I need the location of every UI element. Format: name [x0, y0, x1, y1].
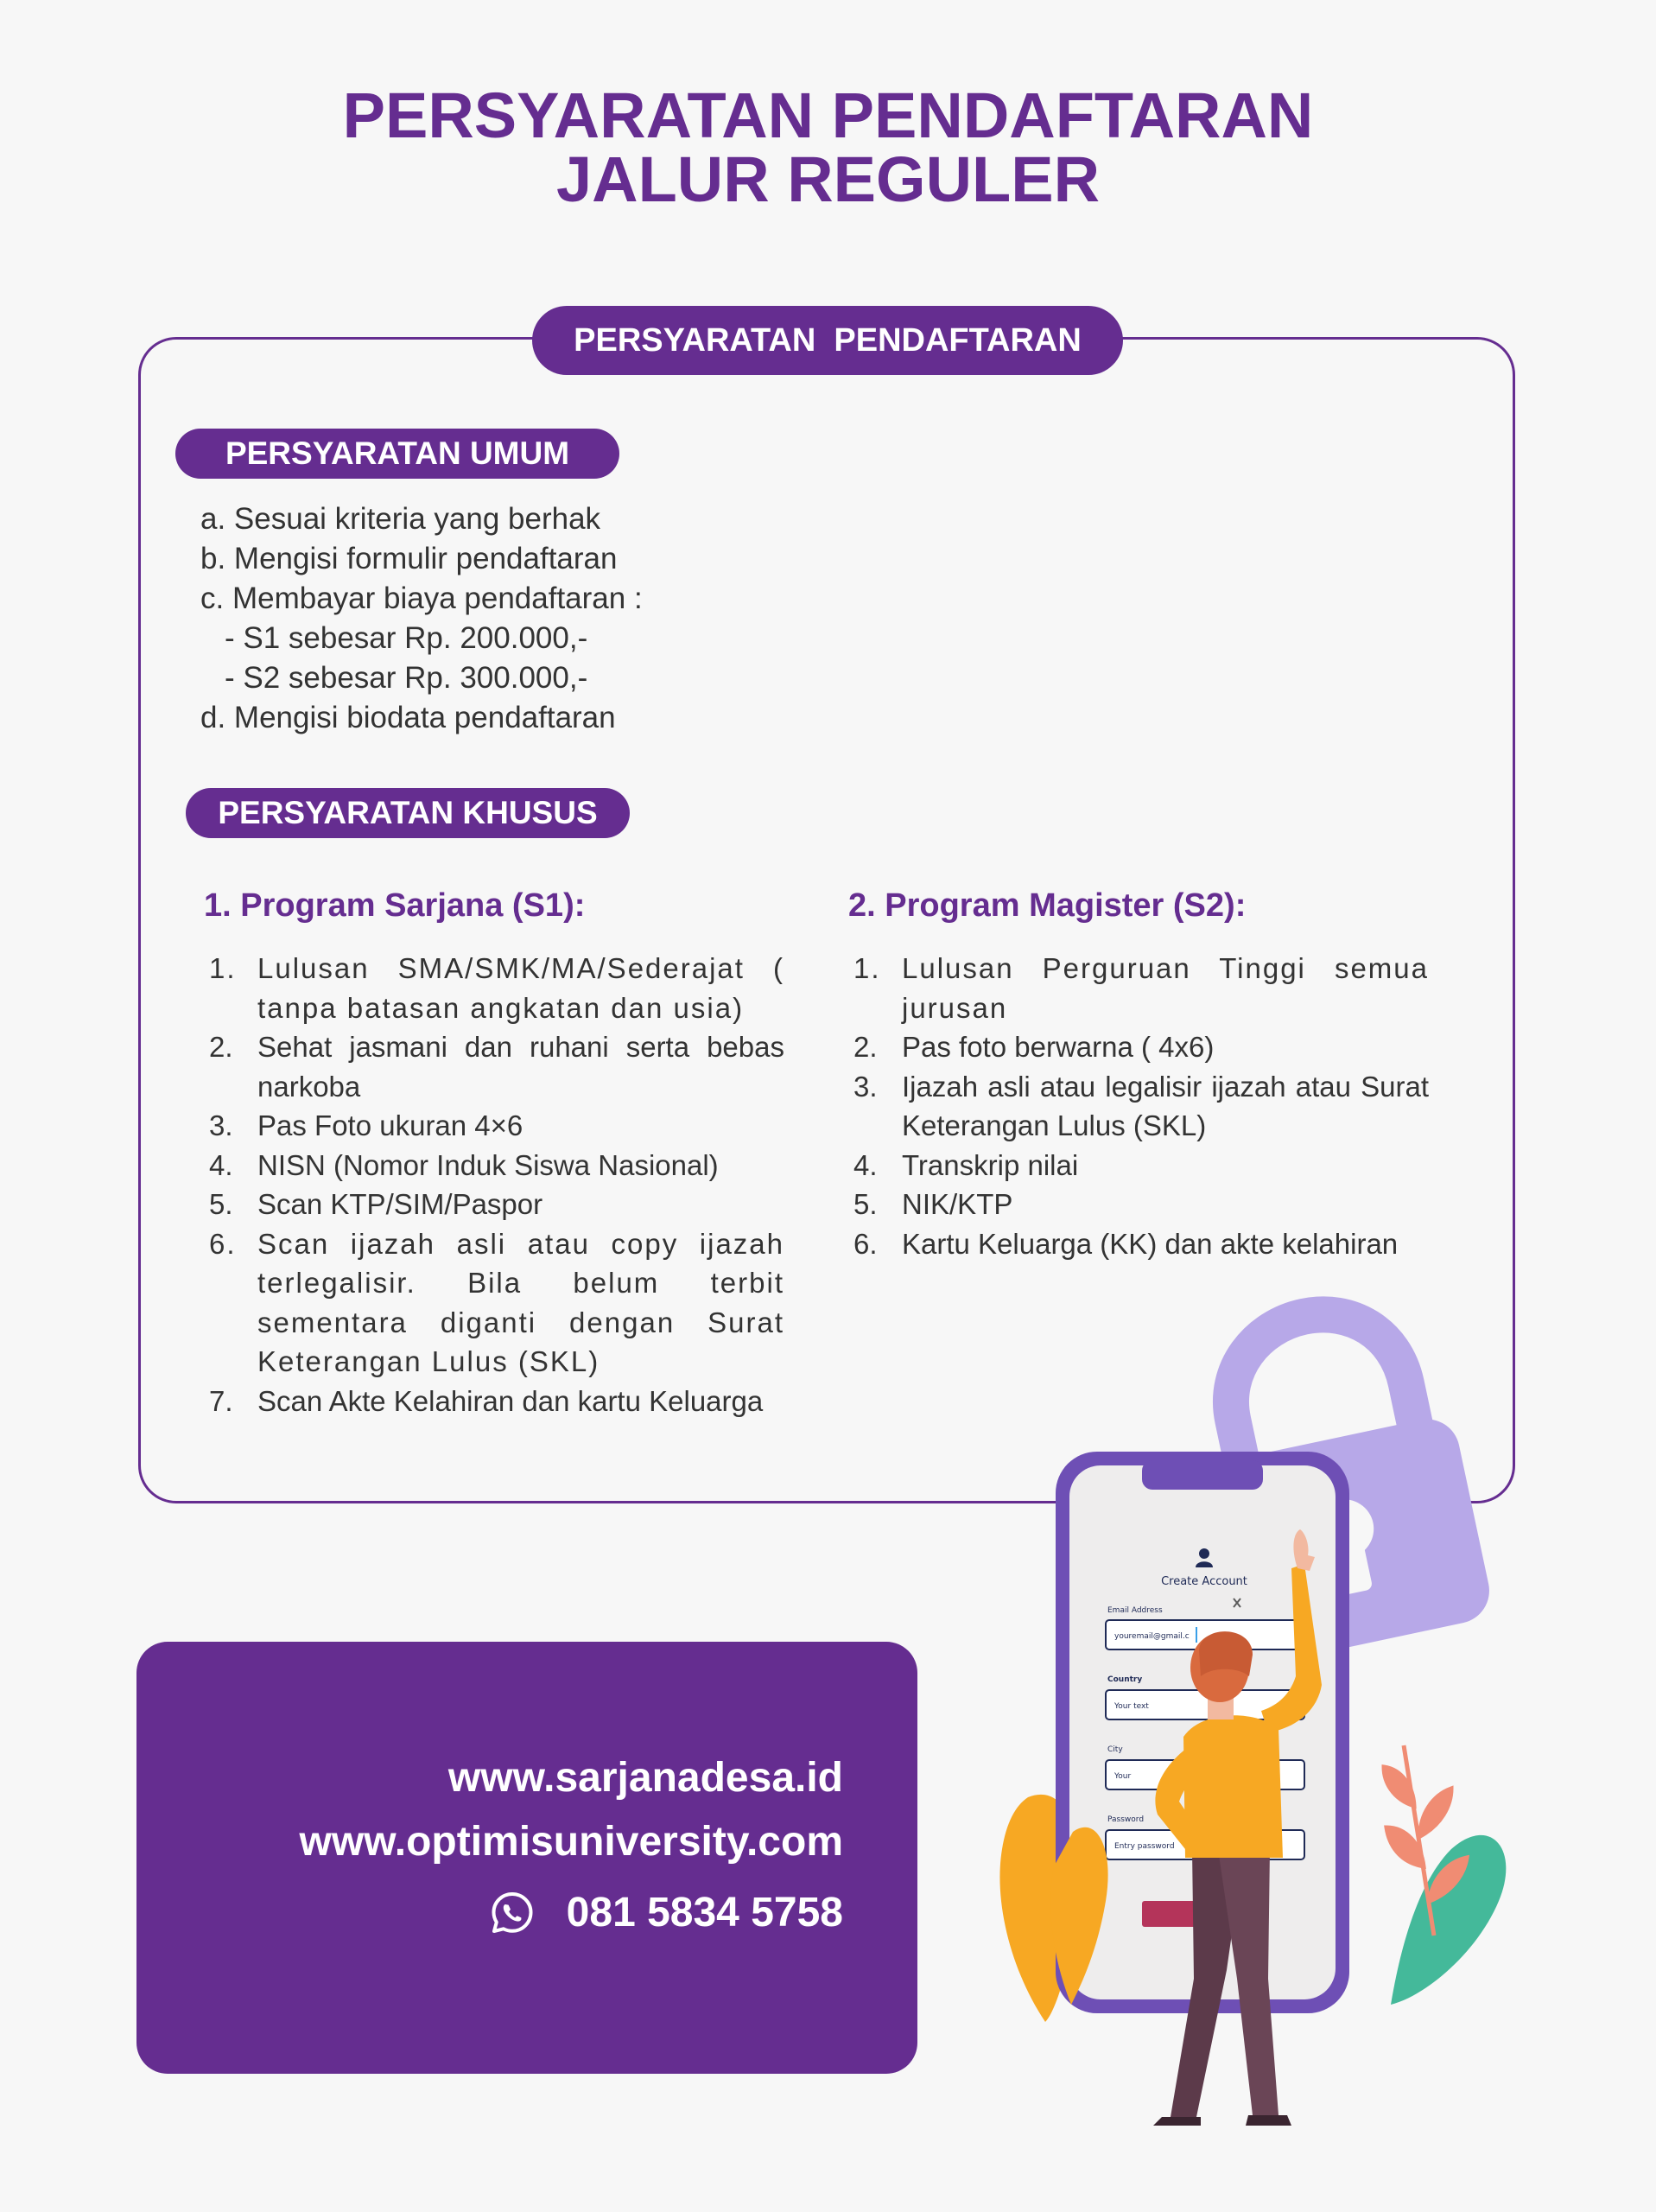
registration-illustration: [993, 1296, 1529, 2126]
general-requirements-label: PERSYARATAN UMUM: [175, 429, 619, 479]
list-item: 3. Ijazah asli atau legalisir ijazah atau Surat Keterangan Lulus (SKL): [853, 1070, 1429, 1141]
list-item: 7. Scan Akte Kelahiran dan kartu Keluarga: [209, 1384, 764, 1417]
whatsapp-icon: [489, 1890, 536, 1936]
list-item: 6. Kartu Keluarga (KK) dan akte kelahiran: [853, 1227, 1399, 1260]
s2-program-title: 2. Program Magister (S2):: [848, 887, 1247, 924]
svg-text:Your text: Your text: [1114, 1702, 1149, 1711]
list-item: - S2 sebesar Rp. 300.000,-: [225, 661, 588, 695]
svg-text:Your: Your: [1114, 1772, 1132, 1781]
svg-text:City: City: [1107, 1745, 1123, 1754]
create-account-heading: Create Account: [1161, 1575, 1247, 1588]
list-item: b. Mengisi formulir pendaftaran: [200, 542, 618, 575]
list-item: 1. Lulusan SMA/SMK/MA/Sederajat ( tanpa batasan angkatan dan usia): [209, 952, 784, 1024]
list-item: - S1 sebesar Rp. 200.000,-: [225, 621, 588, 655]
svg-text:Country: Country: [1107, 1675, 1143, 1684]
special-requirements-label: PERSYARATAN KHUSUS: [186, 788, 630, 838]
list-item: 5. Scan KTP/SIM/Paspor: [209, 1188, 543, 1220]
page-title-line2: JALUR REGULER: [555, 143, 1101, 215]
list-item: d. Mengisi biodata pendaftaran: [200, 701, 616, 734]
requirements-box-label: PERSYARATAN PENDAFTARAN: [532, 306, 1123, 375]
svg-text:youremail@gmail.c: youremail@gmail.c: [1114, 1632, 1190, 1641]
list-item: 5. NIK/KTP: [853, 1188, 1013, 1220]
list-item: a. Sesuai kriteria yang berhak: [200, 502, 601, 536]
list-item: 4. NISN (Nomor Induk Siswa Nasional): [209, 1148, 719, 1181]
page-title-line1: PERSYARATAN PENDAFTARAN: [342, 79, 1314, 151]
list-item: 2. Sehat jasmani dan ruhani serta bebas narkoba: [209, 1031, 784, 1103]
list-item: 6. Scan ijazah asli atau copy ijazah terlegalisir. Bila belum terbit sementara diganti dengan Surat Keterangan Lulus (SKL): [209, 1227, 784, 1377]
phone-number-row[interactable]: [489, 1887, 843, 1939]
list-item: 1. Lulusan Perguruan Tinggi semua jurusan: [853, 952, 1429, 1024]
website-link-optimisuniversity[interactable]: www.optimisuniversity.com: [299, 1819, 843, 1865]
s1-requirements-list: [204, 949, 784, 1421]
svg-text:Email Address: Email Address: [1107, 1606, 1163, 1615]
website-link-sarjanadesa[interactable]: www.sarjanadesa.id: [447, 1755, 843, 1801]
general-requirements-list: [200, 499, 643, 738]
contact-card: [136, 1642, 917, 2074]
svg-text:Password: Password: [1107, 1815, 1145, 1824]
list-item: 3. Pas Foto ukuran 4×6: [209, 1109, 523, 1141]
list-item: c. Membayar biaya pendaftaran :: [200, 582, 643, 615]
s1-program-title: 1. Program Sarjana (S1):: [204, 887, 586, 924]
list-item: 2. Pas foto berwarna ( 4x6): [853, 1031, 1215, 1063]
s2-requirements-list: [848, 949, 1429, 1263]
phone-number: 081 5834 5758: [566, 1890, 843, 1936]
list-item: 4. Transkrip nilai: [853, 1148, 1079, 1181]
svg-text:Entry password: Entry password: [1114, 1842, 1175, 1851]
